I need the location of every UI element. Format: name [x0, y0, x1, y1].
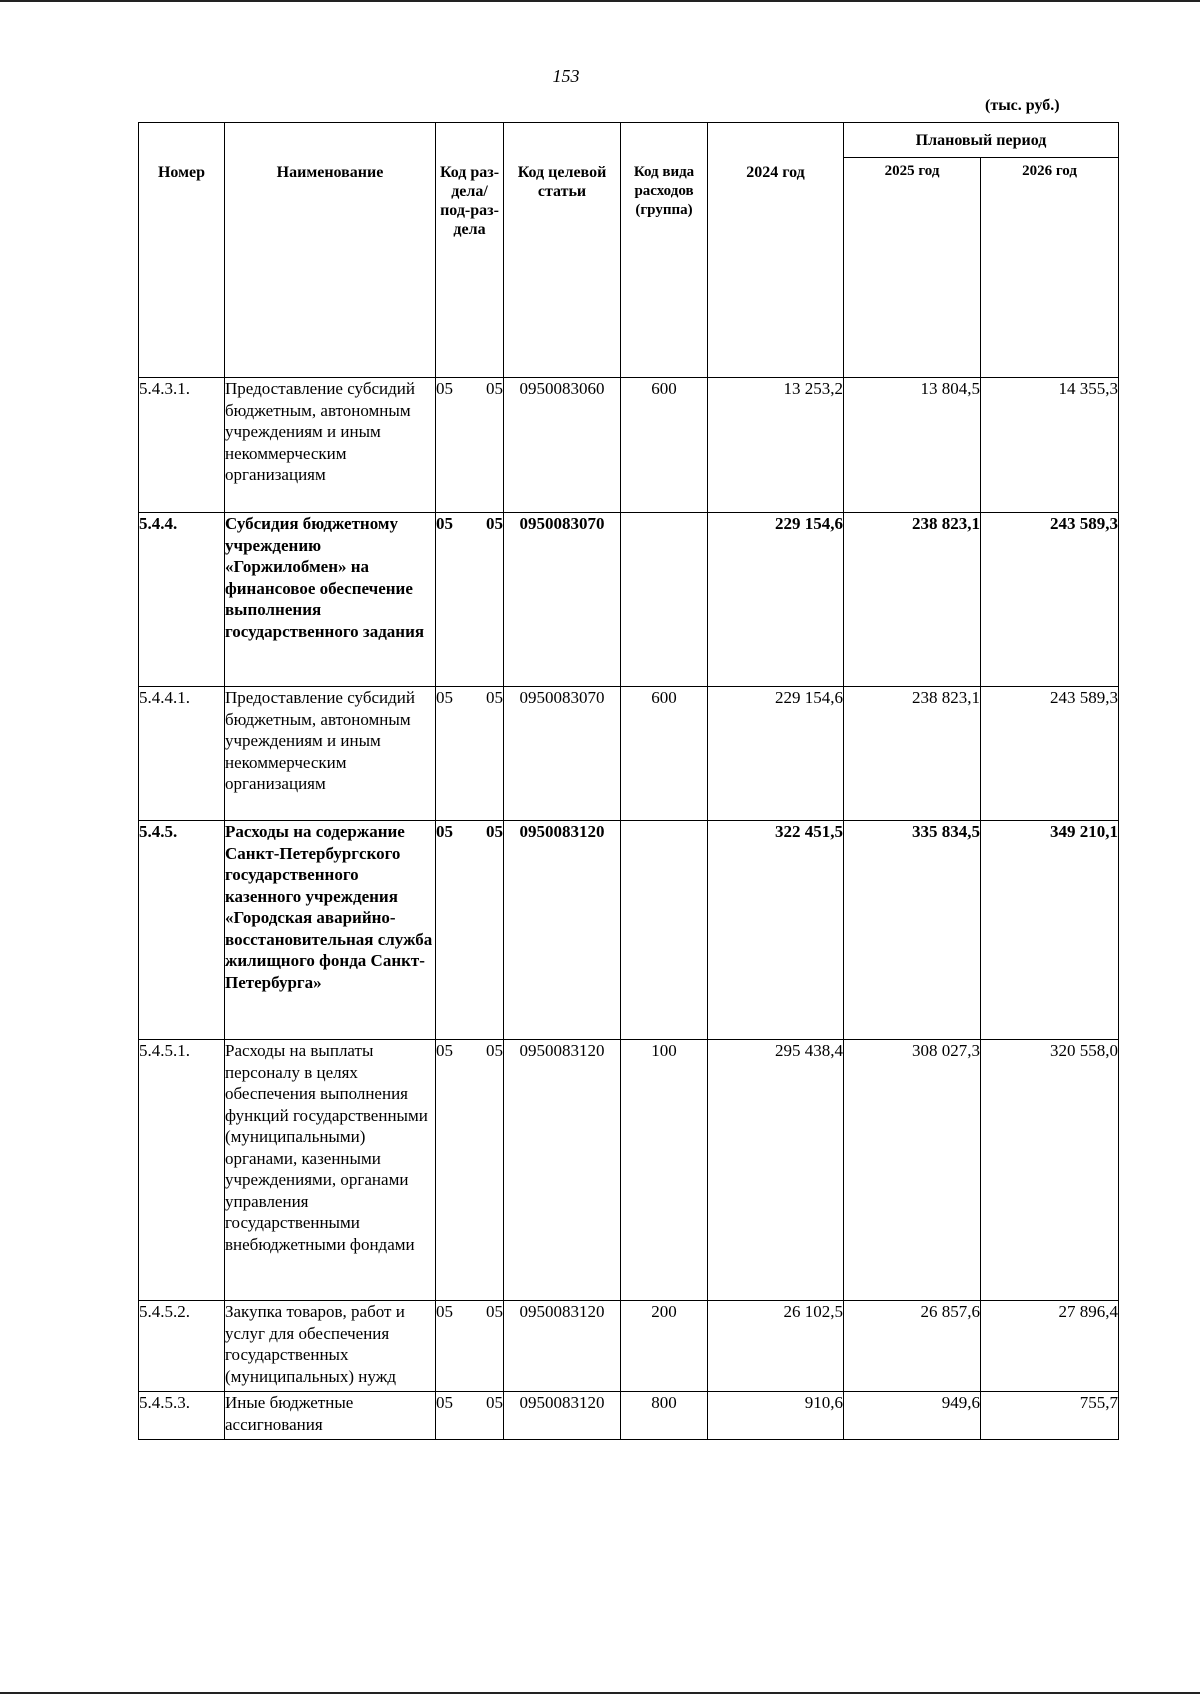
table-row	[139, 1301, 1119, 1392]
row-expense-type: 100	[621, 1040, 708, 1301]
row-section-code	[436, 1392, 504, 1440]
row-subsection: 05	[486, 514, 503, 533]
row-expense-type: 800	[621, 1392, 708, 1440]
row-name: Предоставление субсидий бюджетным, автономным учреждениям и иным некоммерческим организациям	[225, 378, 436, 513]
row-section: 05	[436, 688, 453, 707]
budget-table	[138, 122, 1119, 1440]
row-section-code	[436, 821, 504, 1040]
row-target-code: 0950083120	[504, 821, 621, 1040]
row-section-code	[436, 513, 504, 687]
row-target-code: 0950083070	[504, 687, 621, 821]
row-amount-2025: 949,6	[844, 1392, 981, 1440]
row-subsection: 05	[486, 1393, 503, 1412]
row-name: Субсидия бюджетному учреждению «Горжилобмен» на финансовое обеспечение выполнения государственного задания	[225, 513, 436, 687]
row-section-code	[436, 1040, 504, 1301]
row-section-code	[436, 378, 504, 513]
row-amount-2024: 229 154,6	[708, 687, 844, 821]
units-label: (тыс. руб.)	[985, 97, 1060, 114]
page-number: 153	[552, 66, 580, 86]
row-amount-2025: 238 823,1	[844, 513, 981, 687]
row-amount-2026: 243 589,3	[981, 687, 1119, 821]
table-row	[139, 687, 1119, 821]
row-amount-2024: 13 253,2	[708, 378, 844, 513]
row-section-code	[436, 687, 504, 821]
header-name: Наименование	[225, 123, 436, 378]
header-number: Номер	[139, 123, 225, 378]
row-expense-type	[621, 821, 708, 1040]
header-year-2025: 2025 год	[844, 158, 981, 378]
row-section: 05	[436, 1393, 453, 1412]
header-year-2026: 2026 год	[981, 158, 1119, 378]
row-amount-2024: 26 102,5	[708, 1301, 844, 1392]
table-row	[139, 513, 1119, 687]
row-subsection: 05	[486, 1302, 503, 1321]
row-target-code: 0950083060	[504, 378, 621, 513]
row-amount-2025: 335 834,5	[844, 821, 981, 1040]
row-name: Закупка товаров, работ и услуг для обеспечения государственных (муниципальных) нужд	[225, 1301, 436, 1392]
row-amount-2025: 26 857,6	[844, 1301, 981, 1392]
row-expense-type	[621, 513, 708, 687]
row-amount-2026: 243 589,3	[981, 513, 1119, 687]
row-number: 5.4.4.1.	[139, 687, 225, 821]
row-section: 05	[436, 379, 453, 398]
row-section-code	[436, 1301, 504, 1392]
row-expense-type: 600	[621, 687, 708, 821]
row-target-code: 0950083120	[504, 1392, 621, 1440]
row-amount-2024: 295 438,4	[708, 1040, 844, 1301]
row-target-code: 0950083120	[504, 1301, 621, 1392]
row-number: 5.4.5.3.	[139, 1392, 225, 1440]
row-number: 5.4.5.	[139, 821, 225, 1040]
row-amount-2026: 349 210,1	[981, 821, 1119, 1040]
table-body	[139, 378, 1119, 1440]
row-section: 05	[436, 1302, 453, 1321]
row-amount-2026: 27 896,4	[981, 1301, 1119, 1392]
row-name: Иные бюджетные ассигнования	[225, 1392, 436, 1440]
row-section: 05	[436, 1041, 453, 1060]
row-number: 5.4.5.2.	[139, 1301, 225, 1392]
row-section: 05	[436, 514, 453, 533]
row-name: Предоставление субсидий бюджетным, автономным учреждениям и иным некоммерческим организациям	[225, 687, 436, 821]
header-planned-period: Плановый период	[844, 123, 1119, 158]
top-border-line	[0, 0, 1200, 2]
header-year-2024: 2024 год	[708, 123, 844, 378]
row-amount-2025: 308 027,3	[844, 1040, 981, 1301]
row-section: 05	[436, 822, 453, 841]
row-amount-2025: 13 804,5	[844, 378, 981, 513]
row-amount-2024: 322 451,5	[708, 821, 844, 1040]
row-amount-2026: 14 355,3	[981, 378, 1119, 513]
row-amount-2026: 320 558,0	[981, 1040, 1119, 1301]
header-target-code: Код целевой статьи	[504, 123, 621, 378]
row-expense-type: 600	[621, 378, 708, 513]
row-amount-2026: 755,7	[981, 1392, 1119, 1440]
table-row	[139, 1392, 1119, 1440]
row-amount-2024: 229 154,6	[708, 513, 844, 687]
row-number: 5.4.4.	[139, 513, 225, 687]
row-subsection: 05	[486, 688, 503, 707]
row-name: Расходы на содержание Санкт-Петербургского государственного казенного учреждения «Городская аварийно-восстановительная служба жилищного фонда Санкт-Петербурга»	[225, 821, 436, 1040]
table-row	[139, 378, 1119, 513]
bottom-border-line	[0, 1692, 1200, 1694]
table-header	[139, 123, 1119, 378]
row-subsection: 05	[486, 822, 503, 841]
row-amount-2024: 910,6	[708, 1392, 844, 1440]
row-number: 5.4.5.1.	[139, 1040, 225, 1301]
header-expense-type: Код вида расходов (группа)	[621, 123, 708, 378]
row-name: Расходы на выплаты персоналу в целях обеспечения выполнения функций государственными (муниципальными) органами, казенными учреждениями, органами управления государственными внебюджетными фондами	[225, 1040, 436, 1301]
header-section-code: Код раз-дела/ под-раз-дела	[436, 123, 504, 378]
row-subsection: 05	[486, 1041, 503, 1060]
row-expense-type: 200	[621, 1301, 708, 1392]
table-row	[139, 821, 1119, 1040]
row-target-code: 0950083120	[504, 1040, 621, 1301]
row-number: 5.4.3.1.	[139, 378, 225, 513]
table-row	[139, 1040, 1119, 1301]
row-amount-2025: 238 823,1	[844, 687, 981, 821]
row-target-code: 0950083070	[504, 513, 621, 687]
row-subsection: 05	[486, 379, 503, 398]
